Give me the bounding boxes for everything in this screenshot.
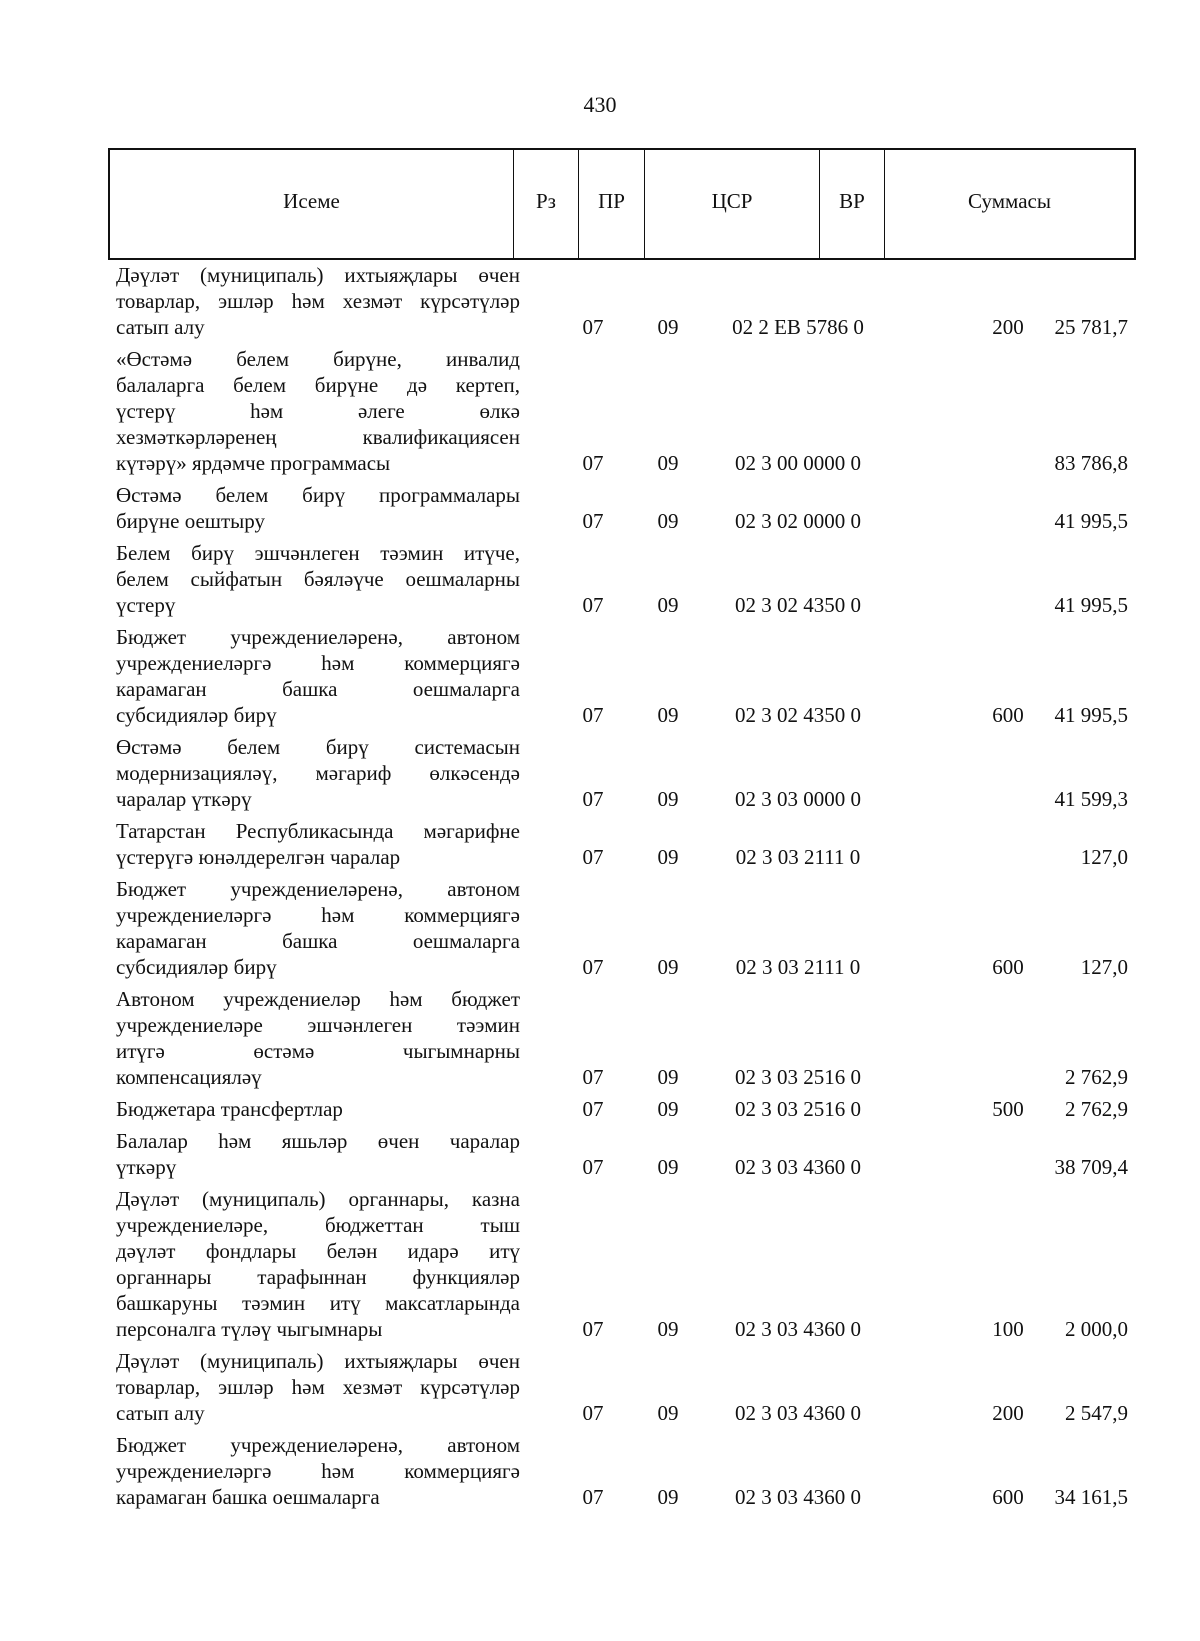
row-name-line: товарлар, эшләр һәм хезмәт күрсәтүләр — [116, 1375, 520, 1399]
row-csr: 02 3 03 2516 0 — [735, 1065, 861, 1089]
table-row — [108, 346, 1136, 476]
table-row — [108, 624, 1136, 728]
row-name-line: итүгә өстәмә чыгымнарны — [116, 1039, 520, 1063]
row-name-line: дәүләт фондлары белән идарә итү — [116, 1239, 520, 1263]
row-rz: 07 — [582, 315, 604, 339]
table-row — [108, 482, 1136, 534]
row-sum: 25 781,7 — [1054, 315, 1128, 339]
row-name-line: модернизацияләү, мәгариф өлкәсендә — [116, 761, 520, 785]
row-name-line: Бюджет учреждениеләренә, автоном — [116, 877, 520, 901]
row-rz: 07 — [582, 1485, 604, 1509]
row-rz: 07 — [582, 509, 604, 533]
row-rz: 07 — [582, 1401, 604, 1425]
row-name-line: Автоном учреждениеләр һәм бюджет — [116, 987, 520, 1011]
row-pr: 09 — [657, 509, 679, 533]
row-sum: 38 709,4 — [1054, 1155, 1128, 1179]
row-vr: 600 — [992, 1485, 1024, 1509]
row-vr: 200 — [992, 315, 1024, 339]
row-rz: 07 — [582, 593, 604, 617]
row-name-line: учреждениеләре эшчәнлеген тәэмин — [116, 1013, 520, 1037]
table-row — [108, 1096, 1136, 1122]
row-csr: 02 3 02 0000 0 — [735, 509, 861, 533]
row-vr: 600 — [992, 703, 1024, 727]
row-sum: 127,0 — [1080, 845, 1128, 869]
row-pr: 09 — [657, 1065, 679, 1089]
row-name-line: Дәүләт (муниципаль) ихтыяҗлары өчен — [116, 1349, 520, 1373]
table-row — [108, 986, 1136, 1090]
row-rz: 07 — [582, 703, 604, 727]
header-rz: Рз — [514, 150, 579, 258]
row-csr: 02 3 03 2111 0 — [735, 955, 861, 979]
row-name-line: учреждениеләргә һәм коммерциягә — [116, 1459, 520, 1483]
row-sum: 83 786,8 — [1054, 451, 1128, 475]
row-vr: 100 — [992, 1317, 1024, 1341]
row-name-line: үткәрү — [116, 1155, 177, 1179]
table-row — [108, 1432, 1136, 1510]
table-row — [108, 1186, 1136, 1342]
row-name-line: хезмәткәрләренең квалификациясен — [116, 425, 520, 449]
table-row — [108, 540, 1136, 618]
table-row — [108, 1348, 1136, 1426]
header-csr: ЦСР — [645, 150, 820, 258]
row-pr: 09 — [657, 593, 679, 617]
row-sum: 2 547,9 — [1065, 1401, 1128, 1425]
row-pr: 09 — [657, 1485, 679, 1509]
row-name-line: Бюджет учреждениеләренә, автоном — [116, 625, 520, 649]
row-name-line: бирүне оештыру — [116, 509, 265, 533]
table-row — [108, 818, 1136, 870]
row-name-line: товарлар, эшләр һәм хезмәт күрсәтүләр — [116, 289, 520, 313]
row-rz: 07 — [582, 1065, 604, 1089]
row-sum: 34 161,5 — [1054, 1485, 1128, 1509]
row-name-line: компенсацияләү — [116, 1065, 262, 1089]
row-pr: 09 — [657, 315, 679, 339]
header-vr: ВР — [820, 150, 885, 258]
row-sum: 2 762,9 — [1065, 1097, 1128, 1121]
row-name-line: «Өстәмә белем бирүне, инвалид — [116, 347, 520, 371]
row-sum: 41 599,3 — [1054, 787, 1128, 811]
row-name-line: субсидияләр бирү — [116, 955, 277, 979]
row-sum: 41 995,5 — [1054, 593, 1128, 617]
table-row — [108, 734, 1136, 812]
row-csr: 02 3 02 4350 0 — [735, 703, 861, 727]
row-pr: 09 — [657, 703, 679, 727]
row-name-line: Бюджет учреждениеләренә, автоном — [116, 1433, 520, 1457]
row-name-line: учреждениеләргә һәм коммерциягә — [116, 651, 520, 675]
row-csr: 02 3 03 4360 0 — [735, 1155, 861, 1179]
row-pr: 09 — [657, 1317, 679, 1341]
row-name-line: сатып алу — [116, 315, 205, 339]
page-number: 430 — [583, 92, 617, 117]
row-pr: 09 — [657, 1401, 679, 1425]
row-csr: 02 3 03 4360 0 — [735, 1317, 861, 1341]
row-name-line: балаларга белем бирүне дә кертеп, — [116, 373, 520, 397]
row-csr: 02 3 00 0000 0 — [735, 451, 861, 475]
row-sum: 2 000,0 — [1065, 1317, 1128, 1341]
row-sum: 2 762,9 — [1065, 1065, 1128, 1089]
row-csr: 02 3 03 2111 0 — [735, 845, 861, 869]
row-name-line: Белем бирү эшчәнлеген тәэмин итүче, — [116, 541, 520, 565]
row-rz: 07 — [582, 1155, 604, 1179]
row-rz: 07 — [582, 1097, 604, 1121]
row-pr: 09 — [657, 1097, 679, 1121]
header-sum: Суммасы — [968, 188, 1051, 213]
row-name-line: субсидияләр бирү — [116, 703, 277, 727]
row-name-line: чаралар үткәрү — [116, 787, 252, 811]
row-csr: 02 2 ЕВ 5786 0 — [732, 315, 864, 339]
row-name-line: күтәрү» ярдәмче программасы — [116, 451, 391, 475]
row-name-line: Дәүләт (муниципаль) ихтыяҗлары өчен — [116, 263, 520, 287]
row-rz: 07 — [582, 451, 604, 475]
row-rz: 07 — [582, 1317, 604, 1341]
row-name-line: учреждениеләре, бюджеттан тыш — [116, 1213, 520, 1237]
row-name-line: органнары тарафыннан функцияләр — [116, 1265, 520, 1289]
table-row — [108, 1128, 1136, 1180]
row-name-line: Татарстан Республикасында мәгарифне — [116, 819, 520, 843]
table-header — [108, 148, 1136, 260]
row-sum: 41 995,5 — [1054, 703, 1128, 727]
row-sum: 127,0 — [1080, 955, 1128, 979]
row-name-line: карамаган башка оешмаларга — [116, 929, 520, 953]
row-csr: 02 3 03 4360 0 — [735, 1401, 861, 1425]
row-name-line: башкаруны тәэмин итү максатларында — [116, 1291, 520, 1315]
row-pr: 09 — [657, 451, 679, 475]
header-pr: ПР — [579, 150, 645, 258]
table-row — [108, 876, 1136, 980]
row-name-line: Бюджетара трансфертлар — [116, 1097, 343, 1121]
row-csr: 02 3 03 2516 0 — [735, 1097, 861, 1121]
row-name-line: персоналга түләү чыгымнары — [116, 1317, 383, 1341]
row-csr: 02 3 03 0000 0 — [735, 787, 861, 811]
row-rz: 07 — [582, 845, 604, 869]
header-name: Исеме — [110, 150, 514, 258]
row-name-line: Дәүләт (муниципаль) органнары, казна — [116, 1187, 520, 1211]
table-body — [108, 262, 1136, 1516]
row-vr: 200 — [992, 1401, 1024, 1425]
row-name-line: үстерү һәм әлеге өлкә — [116, 399, 520, 423]
row-name-line: сатып алу — [116, 1401, 205, 1425]
row-name-line: карамаган башка оешмаларга — [116, 677, 520, 701]
row-name-line: белем сыйфатын бәяләүче оешмаларны — [116, 567, 520, 591]
row-name-line: Өстәмә белем бирү системасын — [116, 735, 520, 759]
row-pr: 09 — [657, 955, 679, 979]
row-name-line: үстерү — [116, 593, 176, 617]
row-vr: 600 — [992, 955, 1024, 979]
row-pr: 09 — [657, 787, 679, 811]
row-name-line: үстерүгә юнәлдерелгән чаралар — [116, 845, 401, 869]
row-csr: 02 3 03 4360 0 — [735, 1485, 861, 1509]
row-name-line: карамаган башка оешмаларга — [116, 1485, 380, 1509]
row-name-line: Өстәмә белем бирү программалары — [116, 483, 520, 507]
row-pr: 09 — [657, 1155, 679, 1179]
row-sum: 41 995,5 — [1054, 509, 1128, 533]
row-rz: 07 — [582, 787, 604, 811]
row-pr: 09 — [657, 845, 679, 869]
row-vr: 500 — [992, 1097, 1024, 1121]
table-row — [108, 262, 1136, 340]
row-csr: 02 3 02 4350 0 — [735, 593, 861, 617]
row-rz: 07 — [582, 955, 604, 979]
row-name-line: учреждениеләргә һәм коммерциягә — [116, 903, 520, 927]
row-name-line: Балалар һәм яшьләр өчен чаралар — [116, 1129, 520, 1153]
